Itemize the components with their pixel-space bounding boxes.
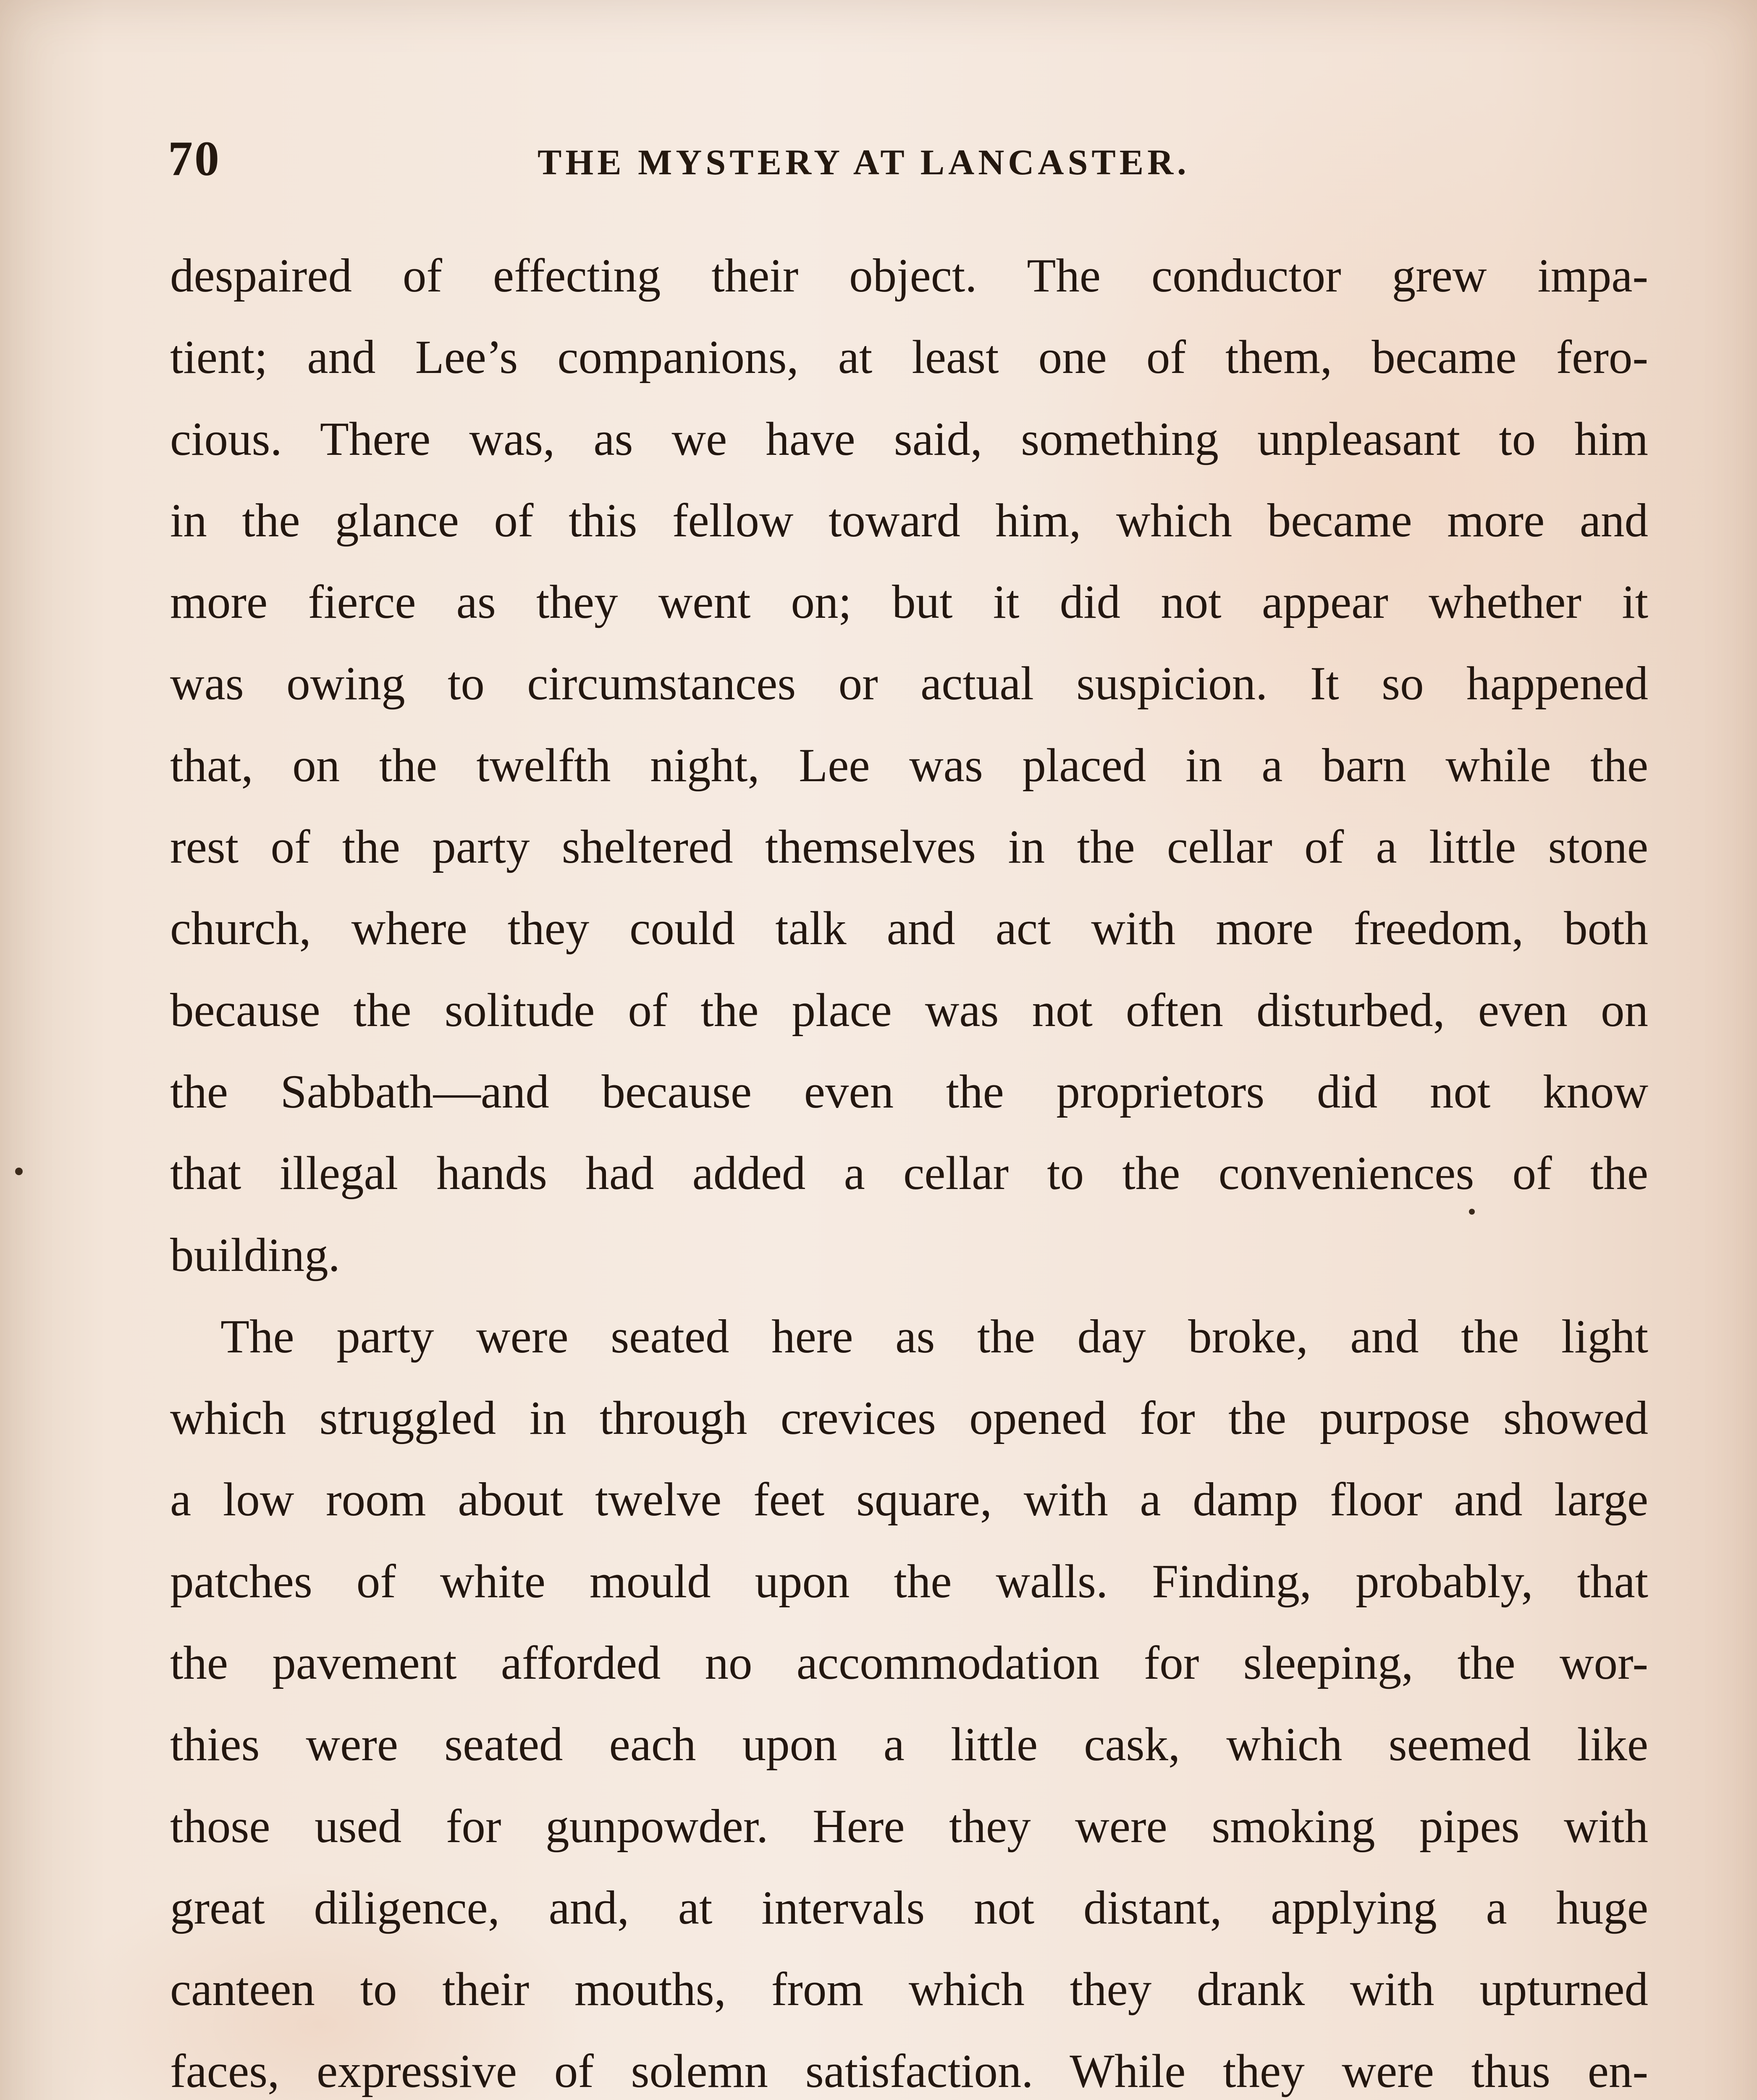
text-line: canteen to their mouths, from which they drank with upturned bbox=[170, 1963, 1648, 2016]
text-line: because the solitude of the place was not often disturbed, even on bbox=[170, 984, 1648, 1037]
text-line: which struggled in through crevices opened for the purpose showed bbox=[170, 1392, 1648, 1445]
text-line: building. bbox=[170, 1228, 340, 1281]
text-line: those used for gunpowder. Here they were smoking pipes with bbox=[170, 1800, 1648, 1853]
text-line: the pavement afforded no accommodation for sleeping, the wor- bbox=[170, 1637, 1648, 1690]
text-line: The party were seated here as the day broke, and the light bbox=[220, 1310, 1648, 1363]
ink-speck bbox=[1469, 1209, 1475, 1215]
text-line: patches of white mould upon the walls. Finding, probably, that bbox=[170, 1555, 1648, 1608]
page-number: 70 bbox=[168, 131, 221, 186]
body-text bbox=[170, 235, 1648, 2100]
text-line: church, where they could talk and act with more freedom, both bbox=[170, 902, 1648, 955]
text-line: that, on the twelfth night, Lee was placed in a barn while the bbox=[170, 739, 1648, 792]
text-line: in the glance of this fellow toward him, which became more and bbox=[170, 494, 1648, 547]
text-line: more fierce as they went on; but it did not appear whether it bbox=[170, 576, 1648, 629]
text-line: the Sabbath—and because even the proprietors did not know bbox=[170, 1065, 1648, 1118]
text-line: thies were seated each upon a little cask, which seemed like bbox=[170, 1718, 1648, 1771]
text-line: that illegal hands had added a cellar to the conveniences of the bbox=[170, 1147, 1648, 1200]
text-line: was owing to circumstances or actual suspicion. It so happened bbox=[170, 657, 1648, 710]
page-header bbox=[168, 126, 1646, 210]
running-head: THE MYSTERY AT LANCASTER. bbox=[538, 142, 1190, 182]
text-line: great diligence, and, at intervals not distant, applying a huge bbox=[170, 1881, 1648, 1934]
text-line: a low room about twelve feet square, with a damp floor and large bbox=[170, 1473, 1648, 1526]
ink-speck bbox=[15, 1168, 23, 1175]
text-line: despaired of effecting their object. The conductor grew impa- bbox=[170, 249, 1648, 302]
text-line: faces, expressive of solemn satisfaction. While they were thus en- bbox=[170, 2045, 1648, 2097]
text-line: rest of the party sheltered themselves in the cellar of a little stone bbox=[170, 821, 1648, 874]
text-line: cious. There was, as we have said, something unpleasant to him bbox=[170, 412, 1648, 465]
text-line: tient; and Lee’s companions, at least one of them, became fero- bbox=[170, 331, 1648, 384]
